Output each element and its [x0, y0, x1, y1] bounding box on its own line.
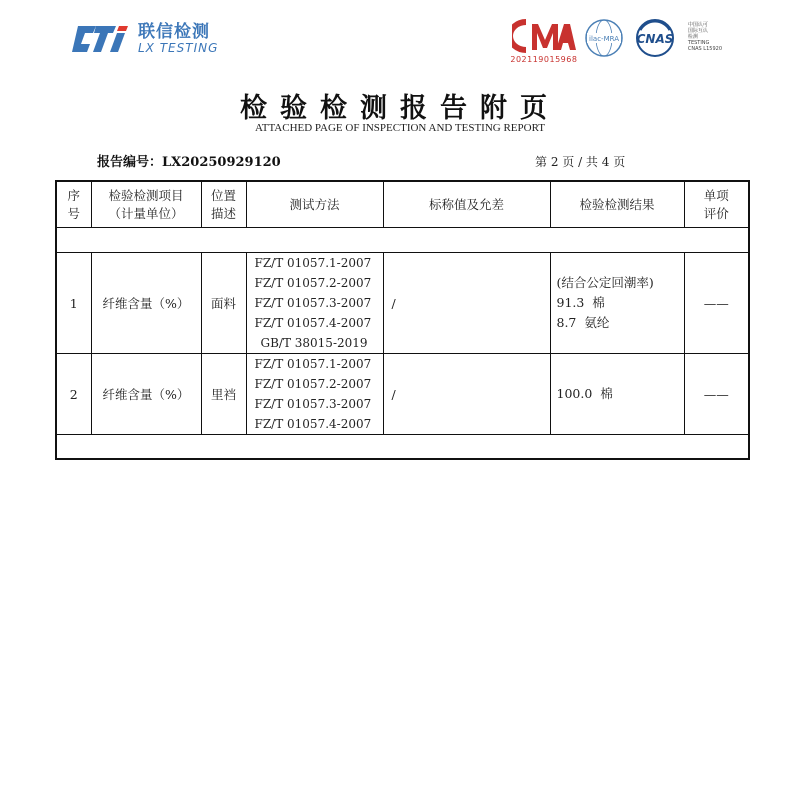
- row-methods: [246, 253, 383, 354]
- header-seq-line: 序: [67, 187, 80, 203]
- row-results: [550, 354, 684, 435]
- row-seq: 2: [56, 354, 91, 435]
- cnas-label: CNAS: [636, 32, 674, 46]
- cma-number: 202119015968: [510, 55, 578, 64]
- header-position-line: 位置: [210, 187, 236, 203]
- row-seq: 1: [56, 253, 91, 354]
- header-eval: [684, 181, 749, 228]
- header-position: [201, 181, 246, 228]
- logo-chinese-name: 联信检测: [138, 22, 210, 43]
- company-logo: [70, 22, 218, 56]
- table-end-row: [56, 435, 749, 460]
- ilac-mra-label: ilac-MRA: [588, 35, 619, 43]
- row-item: 纤维含量（%）: [91, 354, 201, 435]
- report-number: 报告编号：LX20250929120: [97, 155, 281, 170]
- cnas-line: CNAS L15920: [687, 46, 722, 52]
- method-line: FZ/T 01057.4-2007: [254, 417, 372, 431]
- lti-logo-icon: [70, 22, 132, 56]
- method-line: GB/T 38015-2019: [260, 336, 368, 350]
- certification-marks: [512, 18, 722, 64]
- table-row: [56, 354, 749, 435]
- row-results: [550, 253, 684, 354]
- results-table: [55, 180, 750, 460]
- cnas-line: 中国认可: [687, 22, 708, 28]
- header-method: 测试方法: [246, 181, 383, 228]
- cnas-logo-icon: [632, 18, 678, 58]
- page-title: 检验检测报告附页: [240, 93, 560, 124]
- cma-logo-icon: [512, 18, 576, 54]
- row-nominal: /: [383, 354, 550, 435]
- table-header-row: [56, 181, 749, 228]
- result-line: 8.7 氨纶: [556, 315, 610, 330]
- method-line: FZ/T 01057.2-2007: [254, 276, 372, 290]
- logo-english-name: LX TESTING: [138, 40, 219, 55]
- end-cell: [56, 435, 749, 460]
- cnas-line: TESTING: [687, 40, 710, 46]
- method-line: FZ/T 01057.4-2007: [254, 316, 372, 330]
- header-seq: [56, 181, 91, 228]
- spacer-cell: [56, 228, 749, 253]
- header-item-line: 检验检测项目: [108, 187, 184, 203]
- header-position-line: 描述: [210, 205, 236, 221]
- header-nominal: 标称值及允差: [383, 181, 550, 228]
- header-item-line: （计量单位）: [108, 205, 184, 221]
- header-result: 检验检测结果: [550, 181, 684, 228]
- row-eval: ——: [684, 354, 749, 435]
- row-item: 纤维含量（%）: [91, 253, 201, 354]
- method-line: FZ/T 01057.3-2007: [254, 397, 372, 411]
- ilac-mra-logo-icon: [584, 18, 624, 58]
- result-line: (结合公定回潮率): [556, 275, 654, 290]
- row-nominal: /: [383, 253, 550, 354]
- row-methods: [246, 354, 383, 435]
- table-spacer-row: [56, 228, 749, 253]
- cnas-accreditation-text: [688, 22, 722, 52]
- header-seq-line: 号: [67, 205, 80, 221]
- cnas-line: 国际互认: [687, 28, 708, 34]
- header-eval-line: 单项: [703, 187, 729, 203]
- row-position: 面料: [201, 253, 246, 354]
- cnas-line: 检测: [687, 34, 698, 40]
- row-position: 里裆: [201, 354, 246, 435]
- method-line: FZ/T 01057.1-2007: [254, 256, 372, 270]
- page-subtitle: ATTACHED PAGE OF INSPECTION AND TESTING REPORT: [255, 122, 545, 134]
- row-eval: ——: [684, 253, 749, 354]
- page-number: 第 2 页 / 共 4 页: [535, 155, 626, 169]
- cma-mark: [512, 18, 576, 64]
- method-line: FZ/T 01057.1-2007: [254, 357, 372, 371]
- header-item: [91, 181, 201, 228]
- method-line: FZ/T 01057.3-2007: [254, 296, 372, 310]
- method-line: FZ/T 01057.2-2007: [254, 377, 372, 391]
- table-row: [56, 253, 749, 354]
- result-line: 91.3 棉: [556, 295, 605, 310]
- header-eval-line: 评价: [703, 205, 729, 221]
- result-line: 100.0 棉: [556, 386, 613, 401]
